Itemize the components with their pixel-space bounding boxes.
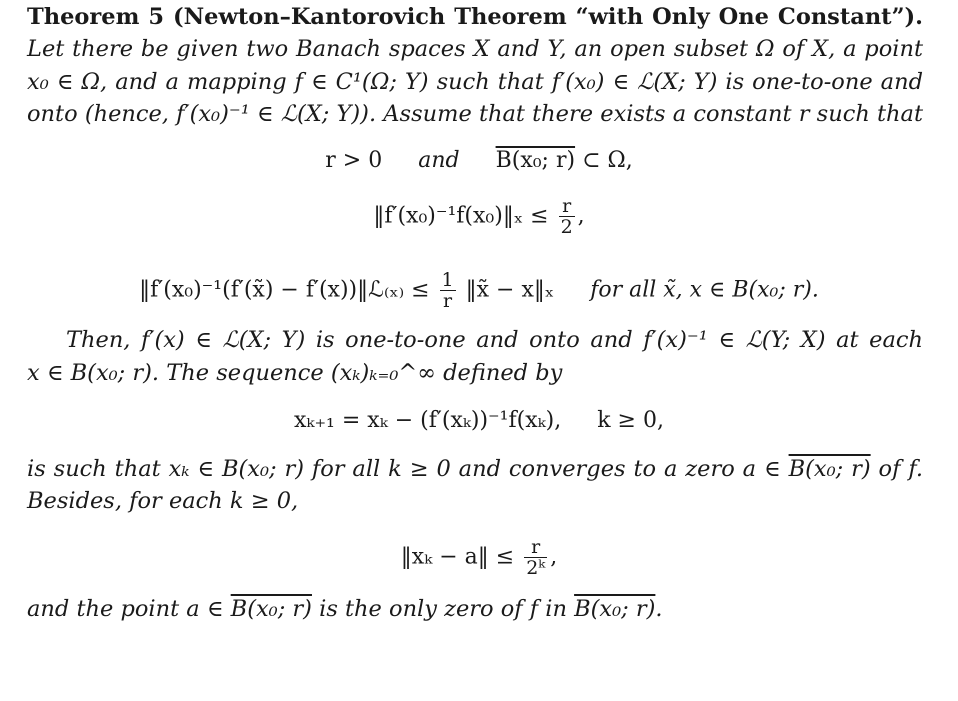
eq3-numerator: 1 — [441, 269, 454, 291]
eq1-closed-ball: B(x₀; r) — [495, 148, 576, 173]
final-pre: and the point a ∈ — [27, 596, 224, 622]
eq2-fraction — [559, 196, 575, 237]
conv-line1-post: of f. — [878, 456, 924, 482]
final-post: . — [655, 596, 663, 622]
eq3-left: ‖f′(x₀)⁻¹(f′(x̃) − f′(x))‖ℒ₍ₓ₎ ≤ — [139, 277, 430, 303]
eq5-fraction — [524, 537, 547, 578]
then-line-2: x ∈ B(x₀; r). The sequence (xₖ)ₖ₌₀^∞ defined by — [27, 360, 563, 386]
eq1-left: r > 0 — [325, 148, 383, 173]
conv-line1-pre: is such that xₖ ∈ B(x₀; r) for all k ≥ 0 and converges to a zero a ∈ — [27, 456, 781, 482]
eq1-right: ⊂ Ω, — [582, 148, 633, 173]
eq5-denominator: 2ᵏ — [526, 557, 546, 579]
equation-initial-step — [0, 196, 958, 237]
final-ball-2: B(x₀; r) — [574, 596, 656, 622]
equation-newton-iteration — [0, 406, 958, 436]
eq5-numerator: r — [531, 536, 541, 558]
final-mid: is the only zero of f in — [319, 596, 567, 622]
eq4-formula: xₖ₊₁ = xₖ − (f′(xₖ))⁻¹f(xₖ), — [294, 408, 562, 433]
eq2-denominator: 2 — [560, 216, 573, 238]
equation-error-bound — [0, 537, 958, 578]
intro-line-3: onto (hence, f′(x₀)⁻¹ ∈ ℒ(X; Y)). Assume that there exists a constant r such that — [27, 101, 923, 127]
convergence-line-1 — [27, 454, 923, 484]
eq5-tail: , — [550, 544, 558, 570]
eq2-left: ‖f′(x₀)⁻¹f(x₀)‖ₓ ≤ — [373, 203, 549, 229]
convergence-line-2: Besides, for each k ≥ 0, — [27, 488, 299, 514]
equation-radius-condition — [0, 146, 958, 176]
equation-lipschitz-condition — [0, 270, 958, 311]
intro-line-1: Let there be given two Banach spaces X and Y, an open subset Ω of X, a point — [27, 36, 923, 62]
uniqueness-line — [27, 594, 923, 624]
eq5-left: ‖xₖ − a‖ ≤ — [400, 544, 515, 570]
eq3-right: ‖x̃ − x‖ₓ — [465, 277, 555, 303]
eq3-condition: for all x̃, x ∈ B(x₀; r). — [590, 277, 819, 303]
eq2-numerator: r — [562, 195, 572, 217]
eq3-fraction — [440, 270, 456, 311]
eq3-denominator: r — [440, 290, 456, 311]
then-line-1: Then, f′(x) ∈ ℒ(X; Y) is one-to-one and onto and f′(x)⁻¹ ∈ ℒ(Y; X) at each — [66, 327, 923, 353]
eq1-conjunction: and — [418, 148, 460, 173]
conv-line1-ball: B(x₀; r) — [788, 456, 871, 482]
final-ball-1: B(x₀; r) — [230, 596, 312, 622]
eq2-tail: , — [577, 203, 585, 229]
eq4-condition: k ≥ 0, — [597, 408, 664, 433]
intro-line-2: x₀ ∈ Ω, and a mapping f ∈ C¹(Ω; Y) such that f′(x₀) ∈ ℒ(X; Y) is one-to-one and — [27, 69, 923, 95]
theorem-heading: Theorem 5 (Newton–Kantorovich Theorem “with Only One Constant”). — [27, 4, 923, 30]
theorem-heading-line — [27, 2, 923, 32]
